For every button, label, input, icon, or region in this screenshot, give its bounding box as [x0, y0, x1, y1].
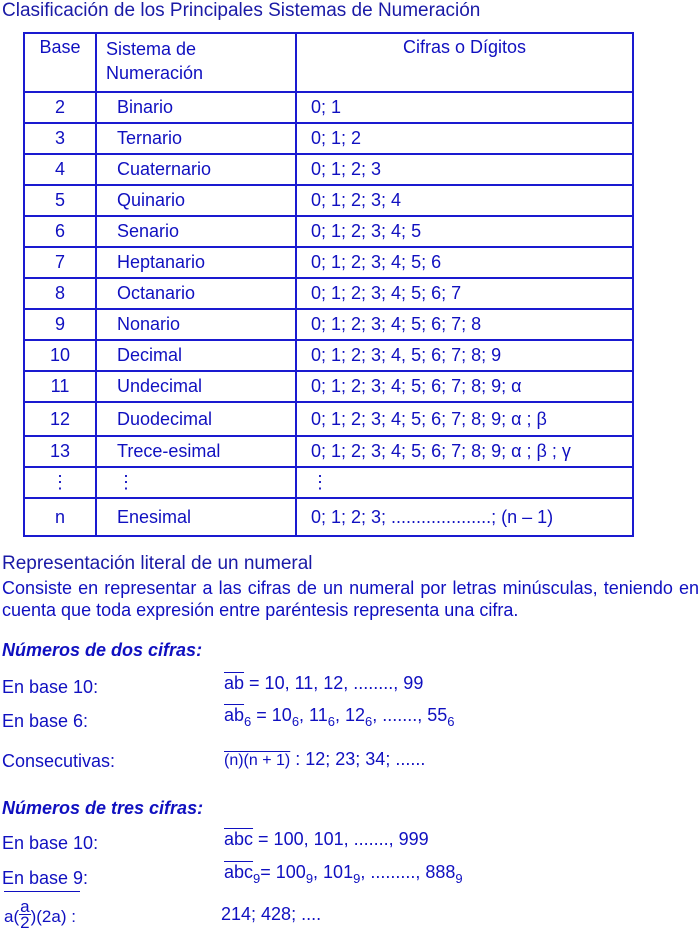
two-base6-expression: [224, 705, 455, 729]
three-digits-heading: Números de tres cifras:: [2, 798, 204, 818]
row-name: Enesimal: [96, 498, 296, 536]
row-base: 2: [24, 92, 96, 123]
two-digits-heading: Números de dos cifras:: [2, 640, 203, 660]
consecutive-var: (n)(n + 1): [224, 752, 291, 769]
row-base: 6: [24, 216, 96, 247]
three-base10-expression: [224, 829, 429, 850]
value-text: , 101: [313, 862, 354, 882]
row-base: 5: [24, 185, 96, 216]
two-base6-sub: 6: [244, 714, 252, 729]
table-row: [24, 371, 633, 402]
row-name: Heptanario: [96, 247, 296, 278]
fraction: [19, 899, 30, 930]
page-title: Clasificación de los Principales Sistemas de Numeración: [2, 0, 481, 21]
row-base: 11: [24, 371, 96, 402]
table-row: [24, 123, 633, 154]
row-name: Quinario: [96, 185, 296, 216]
two-base6-label: En base 6:: [2, 711, 89, 731]
row-base: 8: [24, 278, 96, 309]
fraction-denominator: 2: [20, 913, 30, 932]
two-base10-expression: [224, 673, 423, 694]
row-name: Decimal: [96, 340, 296, 371]
value-text: , 11: [299, 705, 328, 725]
row-digits: 0; 1; 2; 3; 4; 5: [296, 216, 633, 247]
row-name: Ternario: [96, 123, 296, 154]
literal-section-title: Representación literal de un numeral: [2, 553, 313, 574]
row-digits: 0; 1; 2; 3; 4; 5; 6; 7; 8: [296, 309, 633, 340]
table-row: [24, 402, 633, 436]
three-base9-var: $\overline{abc}$: [224, 862, 254, 882]
table-row: [24, 278, 633, 309]
header-system: Sistema de Numeración: [96, 33, 296, 92]
table-row: [24, 185, 633, 216]
two-base10-values: = 10, 11, 12, ........, 99: [249, 673, 424, 693]
table-row: [24, 467, 633, 498]
subscript: 6: [291, 714, 300, 729]
row-digits: 0; 1; 2; 3; 4; 5; 6; 7; 8; 9; α ; β: [296, 402, 633, 436]
subscript: 9: [305, 871, 314, 886]
row-digits: 0; 1; 2; 3; ....................; (n – 1): [296, 498, 633, 536]
numeration-systems-table: [23, 32, 634, 537]
row-name: Undecimal: [96, 371, 296, 402]
table-row: [24, 340, 633, 371]
header-digits: Cifras o Dígitos: [296, 33, 633, 92]
row-base: 13: [24, 436, 96, 467]
row-name: ⋮: [96, 467, 296, 498]
row-name: Trece-esimal: [96, 436, 296, 467]
row-name: Octanario: [96, 278, 296, 309]
table-row: [24, 309, 633, 340]
table-row: [24, 216, 633, 247]
row-digits: 0; 1; 2; 3; 4: [296, 185, 633, 216]
row-digits: 0; 1; 2; 3; 4; 5; 6; 7: [296, 278, 633, 309]
three-base9-label: En base 9:: [2, 868, 89, 888]
two-base10-label: En base 10:: [2, 677, 99, 697]
table-row: [24, 247, 633, 278]
consecutive-expression: [224, 749, 425, 770]
row-base: 3: [24, 123, 96, 154]
subscript: 6: [365, 714, 373, 729]
three-base10-var: $\overline{abc}$: [224, 829, 254, 849]
row-name: Cuaternario: [96, 154, 296, 185]
fraction-prefix: a(: [4, 906, 20, 926]
row-digits: ⋮: [296, 467, 633, 498]
table-header-row: [24, 33, 633, 92]
row-base: 9: [24, 309, 96, 340]
row-base: 7: [24, 247, 96, 278]
row-digits: 0; 1; 2; 3: [296, 154, 633, 185]
three-base10-values: = 100, 101, ......., 999: [258, 829, 429, 849]
header-base: Base: [24, 33, 96, 92]
row-digits: 0; 1: [296, 92, 633, 123]
two-base6-eq: = 10: [251, 705, 292, 725]
table-row: [24, 92, 633, 123]
row-digits: 0; 1; 2; 3; 4; 5; 6; 7; 8; 9; α ; β ; γ: [296, 436, 633, 467]
row-name: Nonario: [96, 309, 296, 340]
row-base: 4: [24, 154, 96, 185]
row-base: n: [24, 498, 96, 536]
consecutive-label: Consecutivas:: [2, 751, 116, 771]
row-digits: 0; 1; 2; 3; 4, 5; 6; 7; 8; 9: [296, 340, 633, 371]
fraction-values: 214; 428; ....: [221, 904, 322, 924]
two-base6-var: $\overline{ab}$: [224, 705, 245, 725]
fraction-numerator: a: [20, 897, 30, 916]
value-text: , ........., 888: [360, 862, 456, 882]
value-text: , ......., 55: [372, 705, 448, 725]
table-row: [24, 498, 633, 536]
row-name: Binario: [96, 92, 296, 123]
three-base9-expression: [224, 862, 463, 886]
fraction-suffix: )(2a) :: [30, 906, 76, 926]
row-base: 10: [24, 340, 96, 371]
row-digits: 0; 1; 2; 3; 4; 5; 6: [296, 247, 633, 278]
subscript: 6: [327, 714, 335, 729]
two-base10-var: $\overline{ab}$: [224, 673, 245, 693]
table-row: [24, 436, 633, 467]
consecutive-values: : 12; 23; 34; ......: [290, 749, 426, 769]
row-digits: 0; 1; 2; 3; 4; 5; 6; 7; 8; 9; α: [296, 371, 633, 402]
row-base: ⋮: [24, 467, 96, 498]
row-name: Senario: [96, 216, 296, 247]
fraction-overline: [4, 891, 80, 892]
literal-paragraph: Consiste en representar a las cifras de un numeral por letras minúsculas, teniendo en cuenta que toda expresión entre paréntesis representa una cifra.: [2, 578, 699, 620]
three-base9-sub: 9: [253, 871, 261, 886]
row-base: 12: [24, 402, 96, 436]
fraction-expression: [4, 897, 76, 933]
three-base9-eq: = 100: [260, 862, 306, 882]
row-name: Duodecimal: [96, 402, 296, 436]
row-digits: 0; 1; 2: [296, 123, 633, 154]
subscript: 9: [455, 871, 463, 886]
table-row: [24, 154, 633, 185]
subscript: 6: [447, 714, 455, 729]
three-base10-label: En base 10:: [2, 833, 99, 853]
subscript: 9: [353, 871, 361, 886]
value-text: , 12: [334, 705, 365, 725]
